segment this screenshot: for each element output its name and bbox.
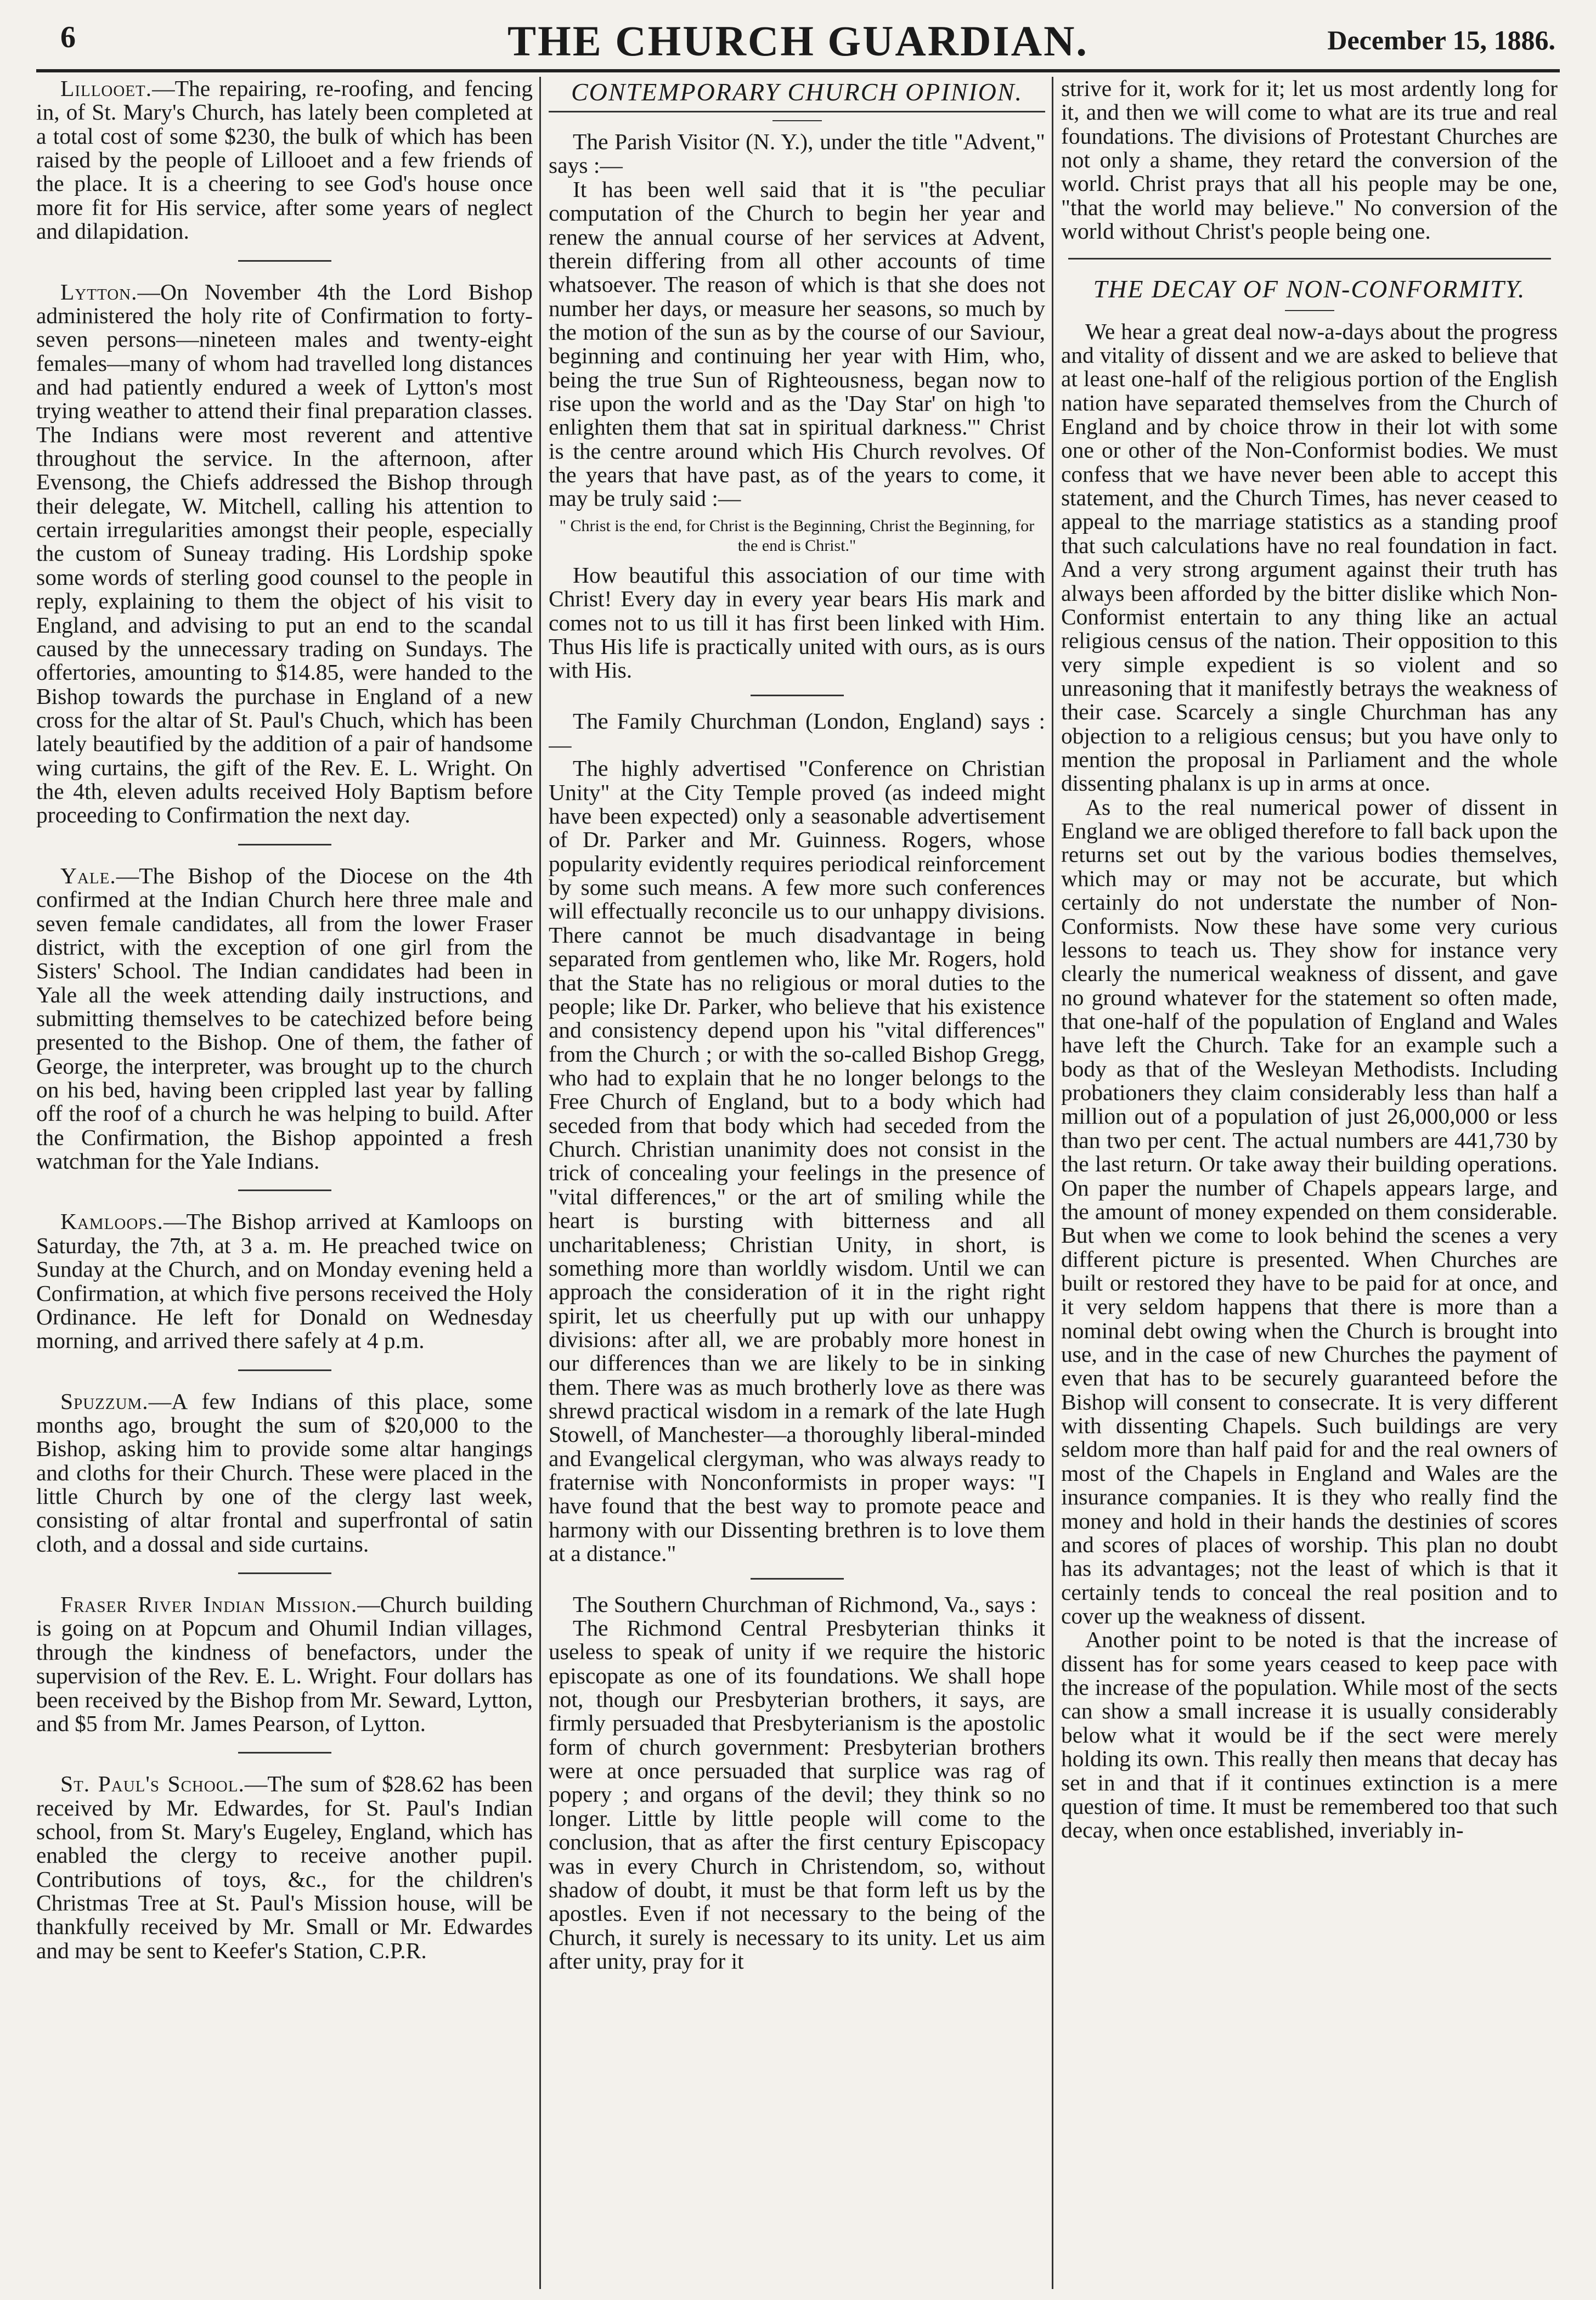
newspaper-title: THE CHURCH GUARDIAN.: [507, 17, 1089, 65]
source-intro-parish-visitor: The Parish Visitor (N. Y.), under the title "Advent," says :—: [549, 129, 1045, 178]
news-item-lillooet: [36, 77, 533, 244]
item-separator: [238, 844, 331, 845]
article-paragraph: We hear a great deal now-a-days about the progress and vitality of dissent and we are asked to believe that at least one-half of the religious portion of the English nation have separated themselves from the Church of England and by choice throw in their lot with some one or other of the Non-Conformist bodies. We must confess that we have never been able to accept this statement, and the Church Times, has never ceased to appeal to the marriage statistics as a standing proof that such calculations have no real foundation in fact. And a very strong argument against their truth has always been afforded by the bitter dislike which Non-Conformist entertain to any thing like an actual religious census of the nation. Their opposition to this very simple expedient is so violent and so unreasoning that it manifestly betrays the weakness of their case. Scarcely a single Churchman has any objection to a religious census; but you have only to mention the proposal in Parliament and the whole dissenting phalanx is up in arms at once.: [1061, 318, 1558, 796]
item-body: —On November 4th the Lord Bishop administered the holy rite of Confirmation to forty-seven persons—nineteen males and twenty-eight females—many of whom had travelled long distances and had patiently endured a week of Lytton's most trying weather to attend their final preparation classes. The Indians were most reverent and attentive throughout the service. In the afternoon, after Evensong, the Chiefs addressed the Bishop through their delegate, W. Mitchell, calling his attention to certain irregularities amongst their people, especially the custom of Suneay trading. His Lordship spoke some words of sterling good counsel to the people in reply, explaining to them the object of his visit to England, and advising to put an end to the scandal caused by the unnecessary trading on Sundays. The offertories, amounting to $14.85, were handed to the Bishop towards the purchase in England of a new cross for the altar of St. Paul's Chuch, which has been lately beautified by the addition of a pair of handsome wing curtains, the gift of the Rev. E. L. Wright. On the 4th, eleven adults received Holy Baptism before proceeding to Confirmation the next day.: [36, 279, 533, 828]
quote-paragraph: The Richmond Central Presbyterian thinks it useless to speak of unity if we require the historic episcopate as one of its foundations. We shall hope not, though our Presbyterian brothers, it says, are firmly persuaded that Presbyterianism is the apostolic form of church government: Presbyterian brothers were at once persuaded that surplice was rag of popery ; and organs of the devil; they think so no longer. Little by little people will come to the conclusion, that as after the first century Episcopacy was in every Church in Christendom, so, without shadow of doubt, it must be that form left us by the apostles. Even if not necessary to the being of the Church, it surely is necessary to its unity. Let us aim after unity, pray for it: [549, 1615, 1045, 1974]
item-separator: [238, 260, 331, 262]
news-item-spuzzum: [36, 1390, 533, 1557]
item-separator: [238, 1190, 331, 1191]
item-body: —A few Indians of this place, some months ago, brought the sum of $20,000 to the Bishop, asking him to provide some altar hangings and cloths for their Church. These were placed in the little Church by one of the clergy last week, consisting of altar frontal and superfrontal of satin cloth, and a dossal and side curtains.: [36, 1388, 533, 1557]
issue-date: December 15, 1886.: [1327, 25, 1555, 55]
continued-paragraph: strive for it, work for it; let us most ardently long for it, and then we will come to what are its true and real foundations. The divisions of Protestant Churches are not only a shame, they retard the conversion of the world. Christ prays that all his people may be one, "that the world may believe." No conversion of the world without Christ's people being one.: [1061, 77, 1558, 244]
item-lead: Fraser River Indian Mission.: [60, 1592, 358, 1617]
item-lead: Lytton.: [60, 279, 138, 305]
item-separator: [751, 1578, 844, 1580]
news-item-fraser-river: [36, 1593, 533, 1735]
item-lead: Yale.: [60, 862, 116, 888]
quote-paragraph: It has been well said that it is "the peculiar computation of the Church to begin her year and renew the annual course of her services at Advent, therein differing from all other accounts of time whatsoever. The reason of which is that she does not number her days, or measure her seasons, so much by the motion of the sun as by the course of our Saviour, beginning and continuing her year with Him, who, being the true Sun of Righteousness, began now to rise upon the world and as the 'Day Star' on high 'to enlighten them that sat in spiritual darkness.'" Christ is the centre around which His Church revolves. Of the years that have past, as of the years to come, it may be truly said :—: [549, 176, 1045, 511]
source-intro-family-churchman: The Family Churchman (London, England) says :—: [549, 708, 1045, 757]
section-heading-nonconformity: THE DECAY OF NON-CONFORMITY.: [1093, 274, 1526, 303]
item-lead: Spuzzum.: [60, 1388, 149, 1414]
item-body: —The Bishop arrived at Kamloops on Saturday, the 7th, at 3 a. m. He preached twice on Sunday at the Church, and on Monday evening held a Confirmation, at which five persons received the Holy Ordinance. He left for Donald on Wednesday morning, and arrived there safely at 4 p.m.: [36, 1209, 533, 1354]
section-heading-opinion: CONTEMPORARY CHURCH OPINION.: [549, 79, 1045, 112]
article-paragraph: As to the real numerical power of dissent in England we are obliged therefore to fall back upon the returns set out by the various bodies themselves, which may or may not be accurate, but which certainly do not understate the number of Non-Conformists. Now these have some very curious lessons to teach us. They show for instance very clearly the numerical weakness of dissent, and gave no ground whatever for the statement so often made, that one-half of the population of England and Wales have left the Church. Take for an example such a body as that of the Wesleyan Methodists. Including probationers they claim considerably less than half a million out of a population of just 26,000,000 or less than two per cent. The actual numbers are 441,730 by the last return. Or take away their building operations. On paper the number of Chapels appears large, and the amount of money expended on them considerable. But when we come to look behind the scenes a very different picture is presented. When Churches are built or restored they have to be paid for at once, and it very seldom happens that there is more than a nominal debt owing when the Church is brought into use, and in the case of new Churches the payment of even that has to be securely guaranteed before the Bishop will consent to consecrate. It is very different with dissenting Chapels. Such buildings are very seldom more than half paid for and the real owners of most of the Chapels in England and Wales are the insurance companies. It is they who really find the money and hold in their hands the destinies of scores and scores of places of worship. This plan no doubt has its advantages; not the least of which is that it certainly tends to conceal the real position and to cover up the weakness of dissent.: [1061, 794, 1558, 1628]
item-body: —The Bishop of the Diocese on the 4th confirmed at the Indian Church here three male and seven female candidates, all from the lower Fraser district, with the exception of one girl from the Sisters' School. The Indian candidates had been in Yale all the week attending daily instructions, and submitting themselves to be catechized before being presented to the Bishop. One of them, the father of George, the interpreter, was brought up to the church on his bed, having been crippled last year by falling off the roof of a church he was helping to build. After the Confirmation, the Bishop appointed a fresh watchman for the Yale Indians.: [36, 862, 533, 1174]
column-2: [549, 77, 1045, 2289]
item-lead: St. Paul's School.: [60, 1771, 245, 1797]
item-lead: Kamloops.: [60, 1209, 163, 1234]
news-item-lytton: [36, 280, 533, 827]
column-rule: [1052, 77, 1053, 2289]
article-columns: [36, 77, 1560, 2289]
quote-paragraph: How beautiful this association of our time with Christ! Every day in every year bears His mark and comes not to us till it has first been linked with Him. Thus His life is practically united with ours, as is ours with His.: [549, 562, 1045, 683]
heading-rule: [1285, 310, 1334, 311]
page-number: 6: [60, 20, 76, 54]
source-intro-southern-churchman: The Southern Churchman of Richmond, Va., says :: [573, 1591, 1037, 1617]
column-1: [36, 77, 533, 2289]
item-separator: [238, 1369, 331, 1371]
masthead: [36, 16, 1560, 72]
article-paragraph: Another point to be noted is that the increase of dissent has for some years ceased to keep pace with the increase of the population. While most of the sects can show a small increase it is usually considerably below what it would be if the sect were merely holding its own. This really then means that decay has set in and that if it continues extinction is a mere question of time. It must be remembered too that such decay, when once established, inveriably in-: [1061, 1627, 1558, 1843]
column-3: [1061, 77, 1558, 2289]
news-item-yale: [36, 864, 533, 1174]
item-lead: Lillooet.: [60, 77, 153, 101]
section-separator: [1068, 258, 1551, 260]
item-separator: [238, 1752, 331, 1754]
news-item-kamloops: [36, 1210, 533, 1352]
verse-quote: " Christ is the end, for Christ is the Beginning, Christ the Beginning, for the end is Christ.": [559, 516, 1035, 555]
item-body: —The repairing, re-roofing, and fencing in, of St. Mary's Church, has lately been completed at a total cost of some $230, the bulk of which has been raised by the people of Lillooet and a few friends of the place. It is a cheering to see God's house once more fit for His service, after some years of neglect and dilapidation.: [36, 77, 533, 244]
column-rule: [539, 77, 541, 2289]
item-body: —Church building is going on at Popcum and Ohumil Indian villages, through the kindness of benefactors, under the supervision of the Rev. E. L. Wright. Four dollars has been received by the Bishop from Mr. Seward, Lytton, and $5 from Mr. James Pearson, of Lytton.: [36, 1592, 533, 1736]
news-item-st-pauls-school: [36, 1772, 533, 1963]
item-body: —The sum of $28.62 has been received by Mr. Edwardes, for St. Paul's Indian school, from St. Mary's Eugeley, England, which has enabled the clergy to receive another pupil. Contributions of toys, &c., for the children's Christmas Tree at St. Paul's Mission house, will be thankfully received by Mr. Small or Mr. Edwardes and may be sent to Keefer's Station, C.P.R.: [36, 1771, 533, 1963]
item-separator: [238, 1572, 331, 1574]
quote-paragraph: The highly advertised "Conference on Christian Unity" at the City Temple proved (as indeed might have been expected) only a seasonable advertisement of Dr. Parker and Mr. Guinness. Rogers, whose popularity evidently requires periodical reinforcement by some such means. A few more such conferences will effectually reconcile us to our unhappy divisions. There cannot be much disadvantage in being separated from gentlemen who, like Mr. Rogers, hold that the State has no religious or moral duties to the people; like Dr. Parker, who believe that his existence and consistency depend upon his "vital differences" from the Church ; or with the so-called Bishop Gregg, who had to explain that he no longer belongs to the Free Church of England, but to a body which had seceded from that body which had seceded from the Church. Christian unanimity does not consist in the trick of concealing your feelings in the presence of "vital differences," or the art of smiling while the heart is bursting with bitterness and all uncharitableness; Christian Unity, in short, is something more than worldly wisdom. Until we can approach the consideration of it in the right right spirit, let us cheerfully put up with our unhappy divisions: after all, we are probably more honest in our differences than we are likely to be in sinking them. There was as much brotherly love as there was shrewd practical wisdom in a remark of the late Hugh Stowell, of Manchester—a thoroughly liberal-minded and Evangelical clergyman, who was always ready to fraternise with Nonconformists in proper ways: "I have found that the best way to promote peace and harmony with our Dissenting brethren is to love them at a distance.": [549, 756, 1045, 1566]
item-separator: [751, 695, 844, 696]
heading-rule: [772, 120, 822, 121]
